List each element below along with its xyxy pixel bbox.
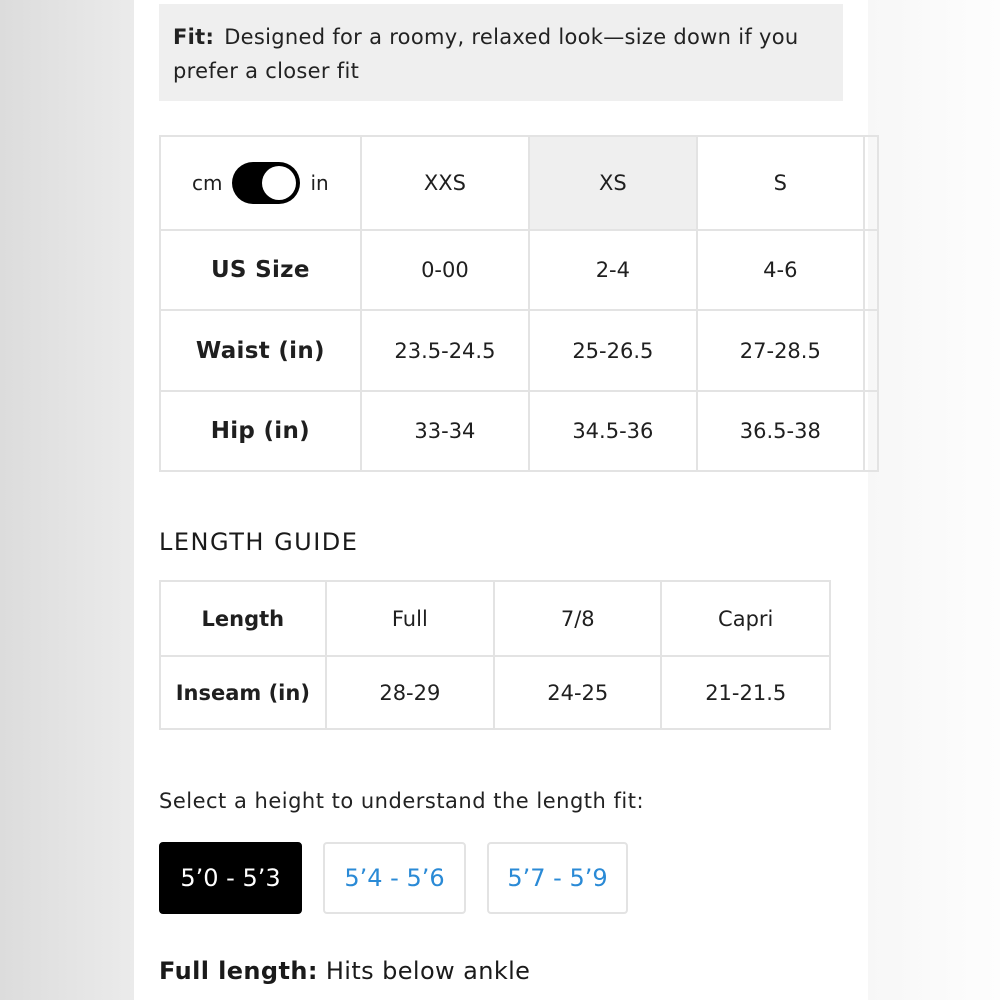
height-option-5-7-to-5-9[interactable]: 5’7 - 5’9 xyxy=(487,842,628,914)
table-cell: 36.5-38 xyxy=(697,391,864,471)
size-header-row xyxy=(160,136,878,230)
unit-toggle-cm-label[interactable]: cm xyxy=(191,171,223,195)
page-backdrop-left xyxy=(0,0,134,1000)
length-fit-result-text: Hits below ankle xyxy=(325,957,531,985)
height-option-5-4-to-5-6[interactable]: 5’4 - 5’6 xyxy=(323,842,466,914)
table-row xyxy=(160,310,878,391)
table-cell: 21-21.5 xyxy=(661,656,830,729)
table-cell: 33-34 xyxy=(361,391,529,471)
row-label-inseam: Inseam (in) xyxy=(160,656,326,729)
size-column-overflow xyxy=(864,136,878,230)
row-label-waist: Waist (in) xyxy=(160,310,361,391)
table-cell: 25-26.5 xyxy=(529,310,696,391)
table-cell: 34.5-36 xyxy=(529,391,696,471)
unit-toggle-cell xyxy=(160,136,361,230)
unit-toggle-in-label[interactable]: in xyxy=(310,171,329,195)
size-column-xs[interactable]: XS xyxy=(529,136,696,230)
length-column-capri: Capri xyxy=(661,581,830,656)
height-select-prompt: Select a height to understand the length fit: xyxy=(159,789,645,813)
table-cell: 24-25 xyxy=(494,656,661,729)
fit-note-label: Fit: xyxy=(173,25,215,49)
table-cell: 4-6 xyxy=(697,230,864,310)
table-cell-overflow xyxy=(864,391,878,471)
size-column-xxs[interactable]: XXS xyxy=(361,136,529,230)
table-row xyxy=(160,656,830,729)
fit-note-text: Designed for a roomy, relaxed look—size down if you prefer a closer fit xyxy=(173,25,799,83)
size-guide-panel xyxy=(134,0,868,1000)
page-backdrop-right xyxy=(868,0,1000,1000)
table-cell-overflow xyxy=(864,230,878,310)
length-column-7-8: 7/8 xyxy=(494,581,661,656)
size-chart-table xyxy=(159,135,879,472)
length-fit-result-label: Full length: xyxy=(159,957,318,985)
table-cell-overflow xyxy=(864,310,878,391)
table-cell: 0-00 xyxy=(361,230,529,310)
unit-switch[interactable] xyxy=(232,162,300,204)
row-label-hip: Hip (in) xyxy=(160,391,361,471)
table-cell: 27-28.5 xyxy=(697,310,864,391)
table-cell: 2-4 xyxy=(529,230,696,310)
table-row xyxy=(160,391,878,471)
row-label-length: Length xyxy=(160,581,326,656)
fit-note xyxy=(159,4,843,101)
table-row xyxy=(160,230,878,310)
table-cell: 28-29 xyxy=(326,656,494,729)
row-label-us-size: US Size xyxy=(160,230,361,310)
height-option-5-0-to-5-3[interactable]: 5’0 - 5’3 xyxy=(159,842,302,914)
length-guide-table xyxy=(159,580,831,730)
length-header-row xyxy=(160,581,830,656)
length-fit-result xyxy=(159,957,530,985)
table-cell: 23.5-24.5 xyxy=(361,310,529,391)
length-column-full: Full xyxy=(326,581,494,656)
size-column-s[interactable]: S xyxy=(697,136,864,230)
unit-switch-knob xyxy=(262,166,296,200)
unit-toggle[interactable] xyxy=(192,162,329,204)
length-guide-heading: LENGTH GUIDE xyxy=(159,528,359,556)
